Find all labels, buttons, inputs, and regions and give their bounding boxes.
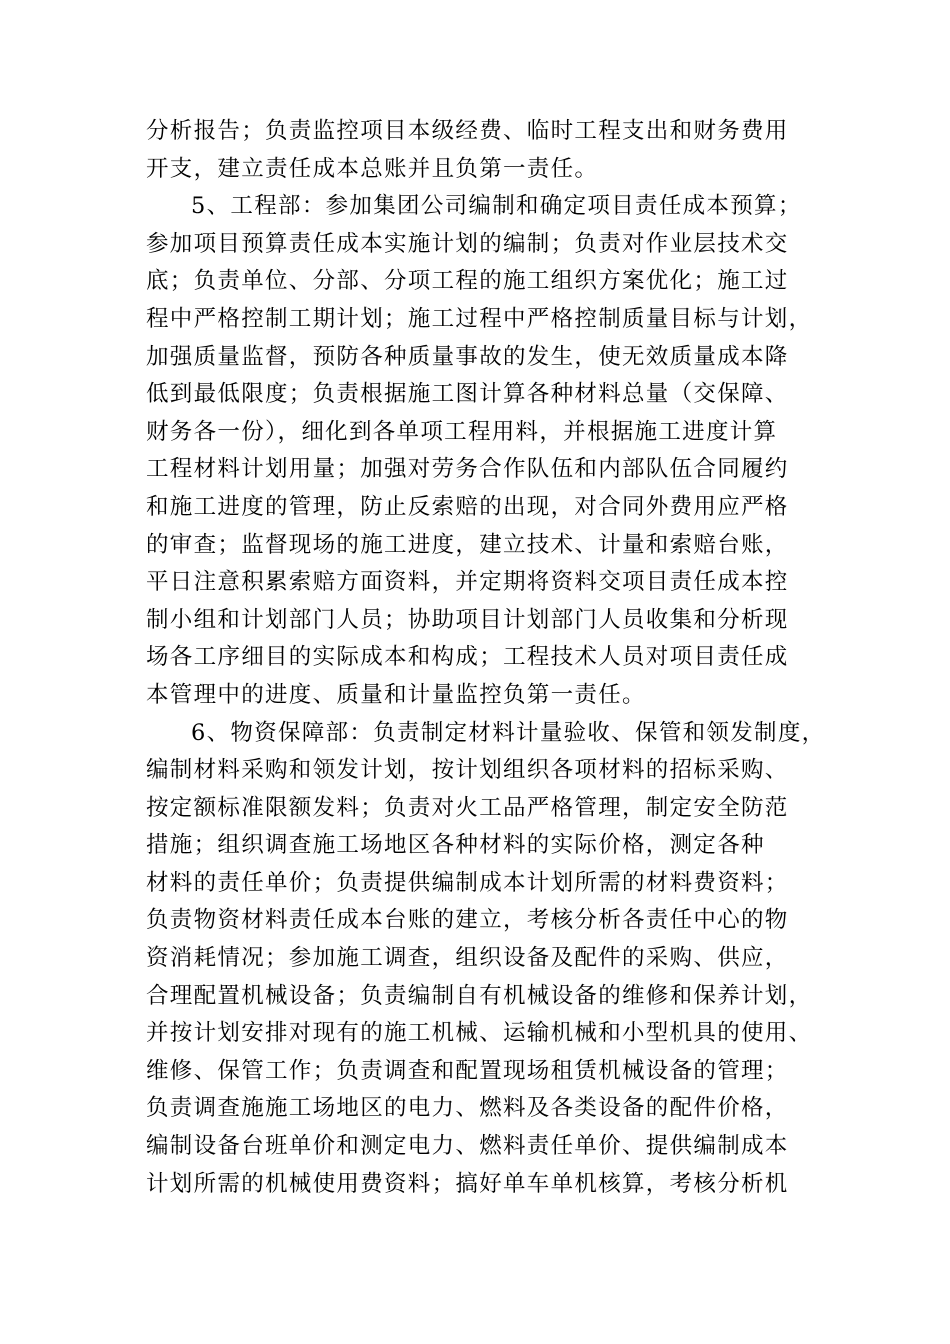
text-line: 维修、保管工作；负责调查和配置现场租赁机械设备的管理； xyxy=(146,1057,789,1084)
text-line: 开支，建立责任成本总账并且负第一责任。 xyxy=(146,155,599,182)
text-line: 分析报告；负责监控项目本级经费、临时工程支出和财务费用 xyxy=(146,118,789,144)
text-line: 负责调查施施工场地区的电力、燃料及各类设备的配件价格， xyxy=(146,1095,789,1122)
text-line: 材料的责任单价；负责提供编制成本计划所需的材料费资料； xyxy=(146,869,789,896)
body-text xyxy=(146,113,836,1203)
paragraph-start-line: 5、工程部：参加集团公司编制和确定项目责任成本预算； xyxy=(191,193,802,220)
text-line: 参加项目预算责任成本实施计划的编制；负责对作业层技术交 xyxy=(146,230,789,257)
text-line: 措施；组织调查施工场地区各种材料的实际价格，测定各种 xyxy=(146,832,765,859)
text-line: 编制材料采购和领发计划，按计划组织各项材料的招标采购、 xyxy=(146,757,789,784)
text-line: 工程材料计划用量；加强对劳务合作队伍和内部队伍合同履约 xyxy=(146,456,789,483)
text-line: 负责物资材料责任成本台账的建立，考核分析各责任中心的物 xyxy=(146,907,789,934)
text-line: 编制设备台班单价和测定电力、燃料责任单价、提供编制成本 xyxy=(146,1133,789,1160)
text-line: 本管理中的进度、质量和计量监控负第一责任。 xyxy=(146,681,646,708)
text-line: 底；负责单位、分部、分项工程的施工组织方案优化；施工过 xyxy=(146,268,789,295)
text-line: 和施工进度的管理，防止反索赔的出现，对合同外费用应严格 xyxy=(146,493,789,520)
text-line: 场各工序细目的实际成本和构成；工程技术人员对项目责任成 xyxy=(146,644,789,671)
paragraph-start-line: 6、物资保障部：负责制定材料计量验收、保管和领发制度， xyxy=(191,719,826,746)
text-line: 资消耗情况；参加施工调查，组织设备及配件的采购、供应， xyxy=(146,945,789,972)
text-line: 财务各一份），细化到各单项工程用料，并根据施工进度计算 xyxy=(146,418,778,445)
text-line: 计划所需的机械使用费资料；搞好单车单机核算，考核分析机 xyxy=(146,1170,789,1197)
text-line: 制小组和计划部门人员；协助项目计划部门人员收集和分析现 xyxy=(146,606,789,633)
text-line: 并按计划安排对现有的施工机械、运输机械和小型机具的使用、 xyxy=(146,1020,813,1047)
text-line: 低到最低限度；负责根据施工图计算各种材料总量（交保障、 xyxy=(146,381,789,408)
text-line: 的审查；监督现场的施工进度，建立技术、计量和索赔台账， xyxy=(146,531,789,558)
text-line: 平日注意积累索赔方面资料，并定期将资料交项目责任成本控 xyxy=(146,569,789,596)
text-line: 加强质量监督，预防各种质量事故的发生，使无效质量成本降 xyxy=(146,343,789,370)
text-line: 按定额标准限额发料；负责对火工品严格管理，制定安全防范 xyxy=(146,794,789,821)
text-line: 程中严格控制工期计划；施工过程中严格控制质量目标与计划， xyxy=(146,305,813,332)
text-line: 合理配置机械设备；负责编制自有机械设备的维修和保养计划， xyxy=(146,982,813,1009)
